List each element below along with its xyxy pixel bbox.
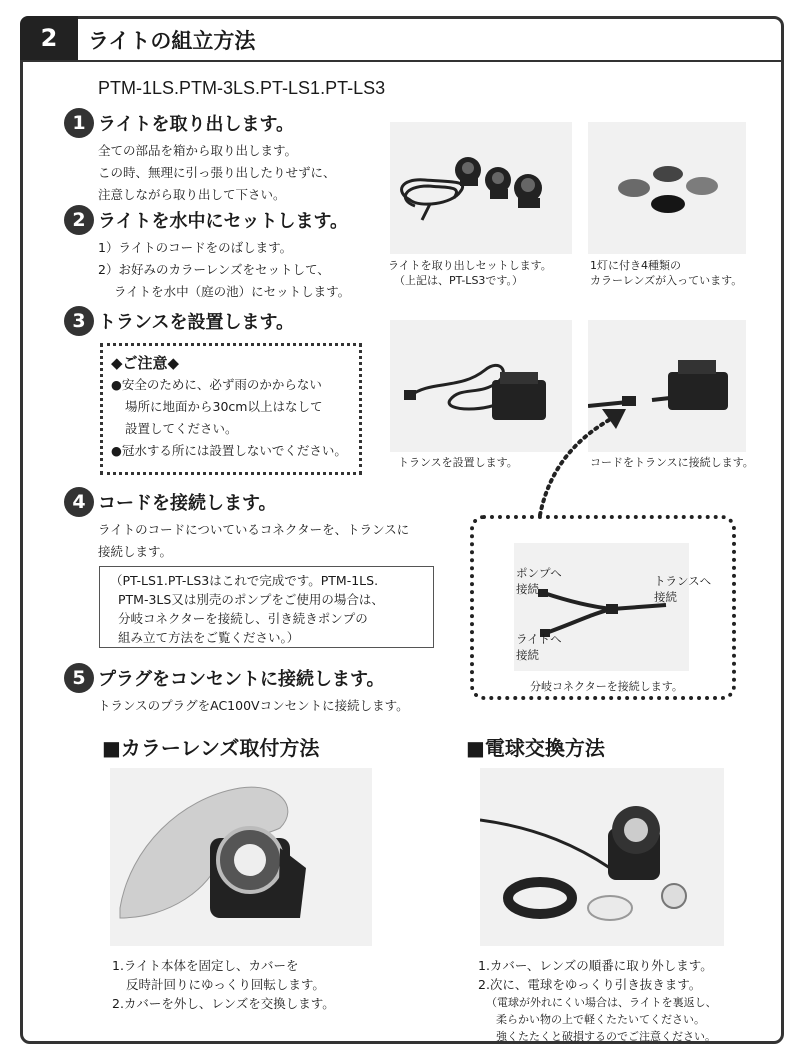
step-5	[64, 663, 409, 717]
caution-line: 場所に地面から30cm以上はなして	[125, 399, 323, 414]
step-number: 5	[64, 663, 94, 693]
step-title: トランスを設置します。	[98, 312, 295, 333]
pump-label: ポンプへ 接続	[516, 566, 562, 596]
step-2	[64, 205, 350, 303]
lenses-photo	[588, 122, 746, 254]
lens-instructions: 1.ライト本体を固定し、カバーを 反時計回りにゆっくり回転します。 2.カバーを外し、レンズを交換します。	[112, 958, 335, 1011]
pump-note-line: （PT-LS1.PT-LS3はこれで完成です。PTM-1LS.	[110, 573, 379, 588]
lenses-caption: 1灯に付き4種類の カラーレンズが入っています。	[590, 259, 743, 287]
model-numbers: PTM-1LS.PTM-3LS.PT-LS1.PT-LS3	[98, 78, 386, 98]
caution-line: ●冠水する所には設置しないでください。	[111, 443, 347, 458]
section-header	[20, 16, 784, 62]
splitter-box	[470, 515, 736, 700]
lens-section-title: ■カラーレンズ取付方法	[102, 736, 320, 760]
step-line: トランスのプラグをAC100Vコンセントに接続します。	[98, 698, 409, 713]
connect-caption: コードをトランスに接続します。	[590, 456, 754, 469]
step-title: ライトを水中にセットします。	[98, 211, 349, 232]
step-number: 1	[64, 108, 94, 138]
bulb-instructions: 1.カバー、レンズの順番に取り外します。 2.次に、電球をゆっくり引き抜きます。 （電球が外れにくい場合は、ライトを裏返し、 柔らかい物の上で軽くたたいてください。 強くたたくと破損するのでご注意ください。	[478, 958, 717, 1043]
step-line: 1）ライトのコードをのばします。	[98, 240, 293, 255]
light-label: ライトへ 接続	[516, 632, 562, 662]
step-number: 3	[64, 306, 94, 336]
step-line: ライトを水中（庭の池）にセットします。	[114, 284, 351, 299]
step-line: 接続します。	[98, 544, 173, 559]
pump-note-line: 分岐コネクターを接続し、引き続きポンプの	[118, 611, 368, 626]
pump-note-line: PTM-3LS又は別売のポンプをご使用の場合は、	[118, 592, 384, 607]
lights-caption: ライトを取り出しセットします。 （上記は、PT-LS3です。）	[388, 259, 552, 287]
step-1	[64, 108, 336, 206]
step-title: ライトを取り出します。	[98, 114, 295, 135]
caution-title: ◆ご注意◆	[111, 354, 180, 372]
caution-box	[100, 343, 362, 475]
pump-note-line: 組み立て方法をご覧ください。）	[118, 630, 300, 645]
step-line: 注意しながら取り出して下さい。	[98, 187, 286, 202]
bulb-section-title: ■電球交換方法	[466, 736, 605, 760]
bulb-photo	[480, 768, 724, 946]
transformer-caption: トランスを設置します。	[398, 456, 518, 469]
caution-line: 設置してください。	[125, 421, 238, 436]
step-line: 全ての部品を箱から取り出します。	[98, 143, 298, 158]
step-line: この時、無理に引っ張り出したりせずに、	[98, 165, 336, 180]
dotted-arrow	[530, 395, 630, 520]
lights-photo	[390, 122, 572, 254]
caution-line: ●安全のために、必ず雨のかからない	[111, 377, 322, 392]
step-number: 2	[64, 205, 94, 235]
step-line: ライトのコードについているコネクターを、トランスに	[98, 522, 410, 537]
lens-photo	[110, 768, 372, 946]
step-title: プラグをコンセントに接続します。	[98, 669, 385, 690]
step-3	[64, 306, 294, 336]
step-number: 4	[64, 487, 94, 517]
step-title: コードを接続します。	[98, 493, 277, 514]
splitter-caption: 分岐コネクターを接続します。	[530, 680, 683, 693]
section-title: ライトの組立方法	[88, 29, 256, 53]
transformer-label: トランスへ 接続	[654, 574, 712, 604]
pump-note-box	[99, 566, 434, 648]
step-line: 2）お好みのカラーレンズをセットして、	[98, 262, 330, 277]
section-number: 2	[20, 16, 78, 60]
step-4	[64, 487, 409, 563]
